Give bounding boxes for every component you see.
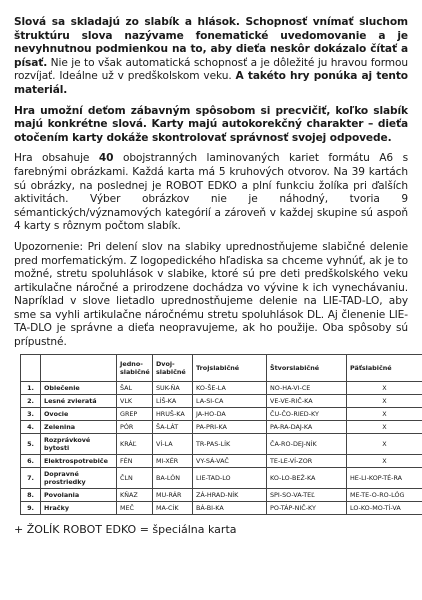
- contents-pre: Hra obsahuje: [14, 152, 99, 165]
- syllable-word: KŇAZ: [117, 488, 153, 501]
- syllable-word: KO-LO-BEŽ-KA: [267, 467, 347, 488]
- syllable-word: HRUŠ-KA: [153, 407, 193, 420]
- intro-bold-lead: Slová sa skladajú zo slabík a hlások. Schopnosť vnímať sluchom štruktúru slova nazývame fonematické uvedomovanie a je nevyhnutnou podmienkou na to, aby dieťa neskôr dokázalo čítať a písať.: [14, 16, 408, 69]
- row-number: 2.: [21, 394, 41, 407]
- row-number: 1.: [21, 381, 41, 394]
- table-row: [21, 501, 422, 514]
- syllable-word: TR-PAS-LÍK: [193, 433, 267, 454]
- table-header-cell: Jedno-slabičné: [117, 354, 153, 381]
- category-name: Zelenina: [41, 420, 117, 433]
- joker-footer: + ŽOLÍK ROBOT EDKO = špeciálna karta: [14, 522, 237, 536]
- syllable-word: NO-HA-VI-CE: [267, 381, 347, 394]
- table-row: [21, 433, 422, 454]
- category-name: Rozprávkové bytosti: [41, 433, 117, 454]
- syllable-word: PO-TÁP-NIČ-KY: [267, 501, 347, 514]
- syllable-word: ŠA-LÁT: [153, 420, 193, 433]
- syllable-word: ZÁ-HRAD-NÍK: [193, 488, 267, 501]
- row-number: 6.: [21, 454, 41, 467]
- category-name: Ovocie: [41, 407, 117, 420]
- card-count: 40: [98, 152, 114, 165]
- syllable-word: LA-SI-CA: [193, 394, 267, 407]
- table-header-row: [21, 354, 422, 381]
- syllable-word: ME-TE-O-RO-LÓG: [347, 488, 422, 501]
- table-row: [21, 420, 422, 433]
- intro-paragraph: [14, 16, 408, 98]
- game-purpose-paragraph: Hra umožní deťom zábavným spôsobom si precvičiť, koľko slabík majú konkrétne slová. Karty majú autokorekčný charakter – dieťa otočením karty dokáže skontrolovať správnosť svojej odpovede.: [14, 104, 408, 144]
- syllable-word: ČA-RO-DEJ-NÍK: [267, 433, 347, 454]
- syllable-word: X: [347, 407, 422, 420]
- syllable-word: X: [347, 433, 422, 454]
- syllable-word: ČLN: [117, 467, 153, 488]
- syllable-word: KO-ŠE-LA: [193, 381, 267, 394]
- syllable-word: SPI-SO-VA-TEĽ: [267, 488, 347, 501]
- syllable-word: ŠAL: [117, 381, 153, 394]
- syllable-word: PÓR: [117, 420, 153, 433]
- table-row: [21, 467, 422, 488]
- syllable-word: MI-XÉR: [153, 454, 193, 467]
- syllable-word: JA-HO-DA: [193, 407, 267, 420]
- syllable-word: VY-SÁ-VAČ: [193, 454, 267, 467]
- table-row: [21, 407, 422, 420]
- syllable-word: X: [347, 420, 422, 433]
- category-name: Oblečenie: [41, 381, 117, 394]
- syllable-word: BÁ-BI-KA: [193, 501, 267, 514]
- table-header-cell: [21, 354, 41, 381]
- category-name: Povolania: [41, 488, 117, 501]
- syllable-word: KRÁĽ: [117, 433, 153, 454]
- category-name: Lesné zvieratá: [41, 394, 117, 407]
- syllable-word: LIE-TAD-LO: [193, 467, 267, 488]
- contents-paragraph: [14, 152, 408, 234]
- intro-normal: Nie je to však automatická schopnosť a je dôležité ju hravou formou rozvíjať. Ideálne už v predškolskom veku.: [14, 56, 408, 83]
- syllable-word: GREP: [117, 407, 153, 420]
- syllable-word: BA-LÓN: [153, 467, 193, 488]
- category-name: Dopravné prostriedky: [41, 467, 117, 488]
- syllable-word: FÉN: [117, 454, 153, 467]
- note-paragraph: Upozornenie: Pri delení slov na slabiky uprednostňujeme slabičné delenie pred morfematickým. Z logopedického hľadiska sa chceme vyhnúť, ak je to možné, stretu spoluhlások v slabike, ktoré sú pre deti predškolského veku artikulačne náročné a prirodzene dochádza vo vývine k ich vynechávaniu. Napríklad v slove lietadlo uprednostňujeme delenie na LIE-TAD-LO, aby sme sa vyhli artikulačne náročnému stretu spoluhlások DL. Aj členenie LIE-TA-DLO je správne a dieťa neopravujeme, ak ho použije. Oba spôsoby sú prípustné.: [14, 240, 408, 349]
- syllable-word: PA-PRI-KA: [193, 420, 267, 433]
- syllable-word: VLK: [117, 394, 153, 407]
- table-header-cell: [41, 354, 117, 381]
- row-number: 4.: [21, 420, 41, 433]
- syllable-word: ČU-ČO-RIED-KY: [267, 407, 347, 420]
- row-number: 8.: [21, 488, 41, 501]
- table-header-cell: Štvorslabičné: [267, 354, 347, 381]
- syllable-word: MA-CÍK: [153, 501, 193, 514]
- table-header-cell: Päťslabičné: [347, 354, 422, 381]
- syllable-word: TE-LE-VÍ-ZOR: [267, 454, 347, 467]
- row-number: 9.: [21, 501, 41, 514]
- syllable-table: [20, 354, 422, 515]
- category-name: Elektrospotrebiče: [41, 454, 117, 467]
- row-number: 3.: [21, 407, 41, 420]
- category-name: Hračky: [41, 501, 117, 514]
- syllable-word: LO-KO-MO-TÍ-VA: [347, 501, 422, 514]
- table-header-cell: Trojslabičné: [193, 354, 267, 381]
- intro-bold-tail: A takéto hry ponúka aj tento materiál.: [14, 70, 408, 96]
- contents-post: obojstranných laminovaných kariet formátu A6 s farebnými obrázkami. Každá karta má 5 kruhových otvorov. Na 39 kartách sú obrázky, na poslednej je ROBOT EDKO a plní funkciu žolíka pri ďalších aktivitách. Výber obrázkov nie je náhodný, tvoria 9 sémantických/významových kategórií a zároveň v každej skupine sú aspoň 4 karty s rôznym počtom slabík.: [14, 152, 409, 233]
- table-row: [21, 394, 422, 407]
- syllable-word: PA-RA-DAJ-KA: [267, 420, 347, 433]
- table-row: [21, 381, 422, 394]
- table-header-cell: Dvoj-slabičné: [153, 354, 193, 381]
- table-row: [21, 488, 422, 501]
- row-number: 7.: [21, 467, 41, 488]
- syllable-word: MU-RÁR: [153, 488, 193, 501]
- syllable-word: SUK-ŇA: [153, 381, 193, 394]
- syllable-word: X: [347, 394, 422, 407]
- row-number: 5.: [21, 433, 41, 454]
- syllable-word: X: [347, 381, 422, 394]
- syllable-word: LÍŠ-KA: [153, 394, 193, 407]
- syllable-word: X: [347, 454, 422, 467]
- syllable-word: VE-VE-RIČ-KA: [267, 394, 347, 407]
- syllable-word: VÍ-LA: [153, 433, 193, 454]
- table-row: [21, 454, 422, 467]
- syllable-word: HE-LI-KOP-TÉ-RA: [347, 467, 422, 488]
- table-body: [21, 381, 422, 514]
- syllable-word: MEČ: [117, 501, 153, 514]
